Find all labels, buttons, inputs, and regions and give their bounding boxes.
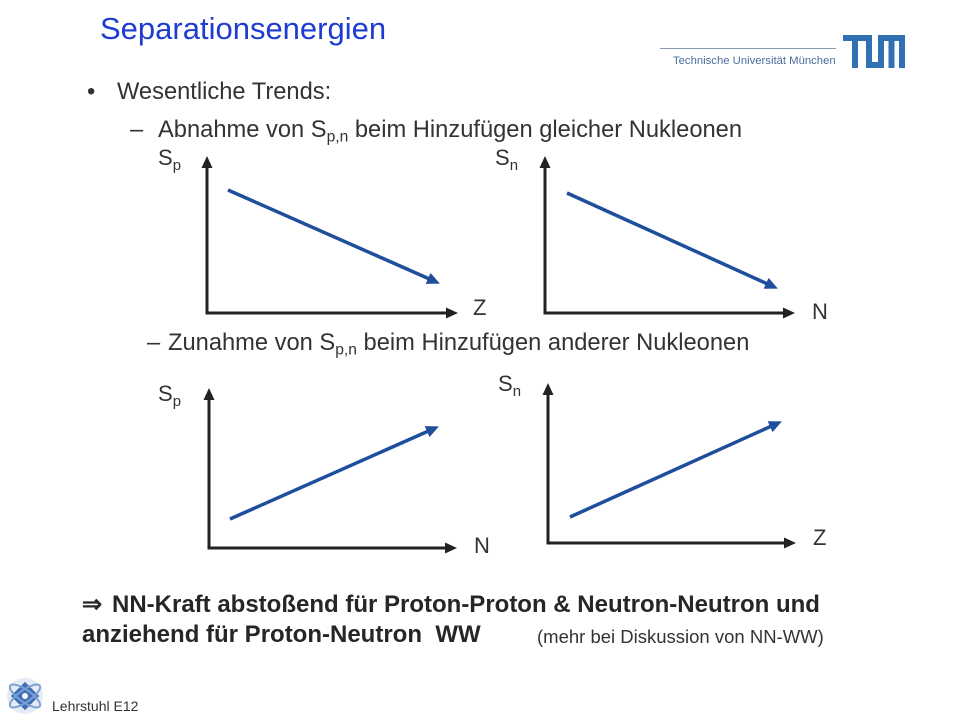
trend-decrease-text-after: beim Hinzufügen gleicher Nukleonen: [348, 117, 743, 143]
conclusion-note: (mehr bei Diskussion von NN-WW): [537, 626, 824, 647]
bullet-marker: •: [87, 79, 96, 105]
plot-1-y-symbol: S: [158, 145, 173, 170]
plot-4-trend-line: [570, 424, 776, 517]
plot-2-y-label: [495, 145, 519, 174]
implies-arrow-icon: ⇒: [82, 591, 103, 618]
plot-3-y-subscript: p: [172, 392, 182, 410]
trend-decrease-text-before: Abnahme von S: [158, 117, 327, 143]
plot-2: [544, 162, 790, 315]
conclusion-text-1: NN-Kraft abstoßend für Proton-Proton & Neutron-Neutron und: [112, 591, 820, 618]
plot-1-x-label: Z: [473, 295, 487, 320]
dash-marker: –: [147, 330, 161, 356]
plot-3-x-label: N: [474, 533, 490, 558]
e12-atom-logo-icon: [5, 676, 45, 716]
chair-name: Lehrstuhl E12: [52, 698, 139, 714]
plot-3-y-symbol: S: [158, 381, 173, 406]
plot-1: [206, 162, 453, 315]
trend-increase-text-before: Zunahme von S: [168, 330, 336, 356]
plot-3-y-label: [158, 381, 182, 410]
trend-decrease-subscript: p,n: [326, 128, 349, 146]
conclusion-line-2: anziehend für Proton-Neutron WW: [82, 621, 481, 648]
plot-4-y-label: [498, 371, 522, 400]
plot-1-y-subscript: p: [172, 156, 182, 174]
conclusion-line-1: [82, 593, 820, 617]
plot-3-trend-line: [230, 429, 433, 519]
trend-increase-text-after: beim Hinzufügen anderer Nukleonen: [356, 330, 750, 356]
plot-2-x-label: N: [812, 299, 828, 324]
plot-3: [208, 394, 452, 550]
plot-4-y-subscript: n: [512, 382, 522, 400]
plot-1-y-label: [158, 145, 182, 174]
plot-4-x-label: Z: [813, 525, 827, 550]
plot-2-trend-line: [567, 193, 772, 286]
plot-4-y-symbol: S: [498, 371, 513, 396]
bullet-text: Wesentliche Trends:: [117, 79, 332, 105]
dash-marker: –: [130, 117, 144, 143]
slide-title: Separationsenergien: [100, 11, 387, 46]
plot-1-trend-line: [228, 190, 434, 281]
plot-4: [547, 389, 791, 545]
logo-nucleus: [22, 693, 28, 699]
plot-2-y-symbol: S: [495, 145, 510, 170]
university-name: Technische Universität München: [673, 55, 836, 67]
trend-increase-subscript: p,n: [335, 341, 357, 359]
plot-2-y-subscript: n: [509, 156, 519, 174]
